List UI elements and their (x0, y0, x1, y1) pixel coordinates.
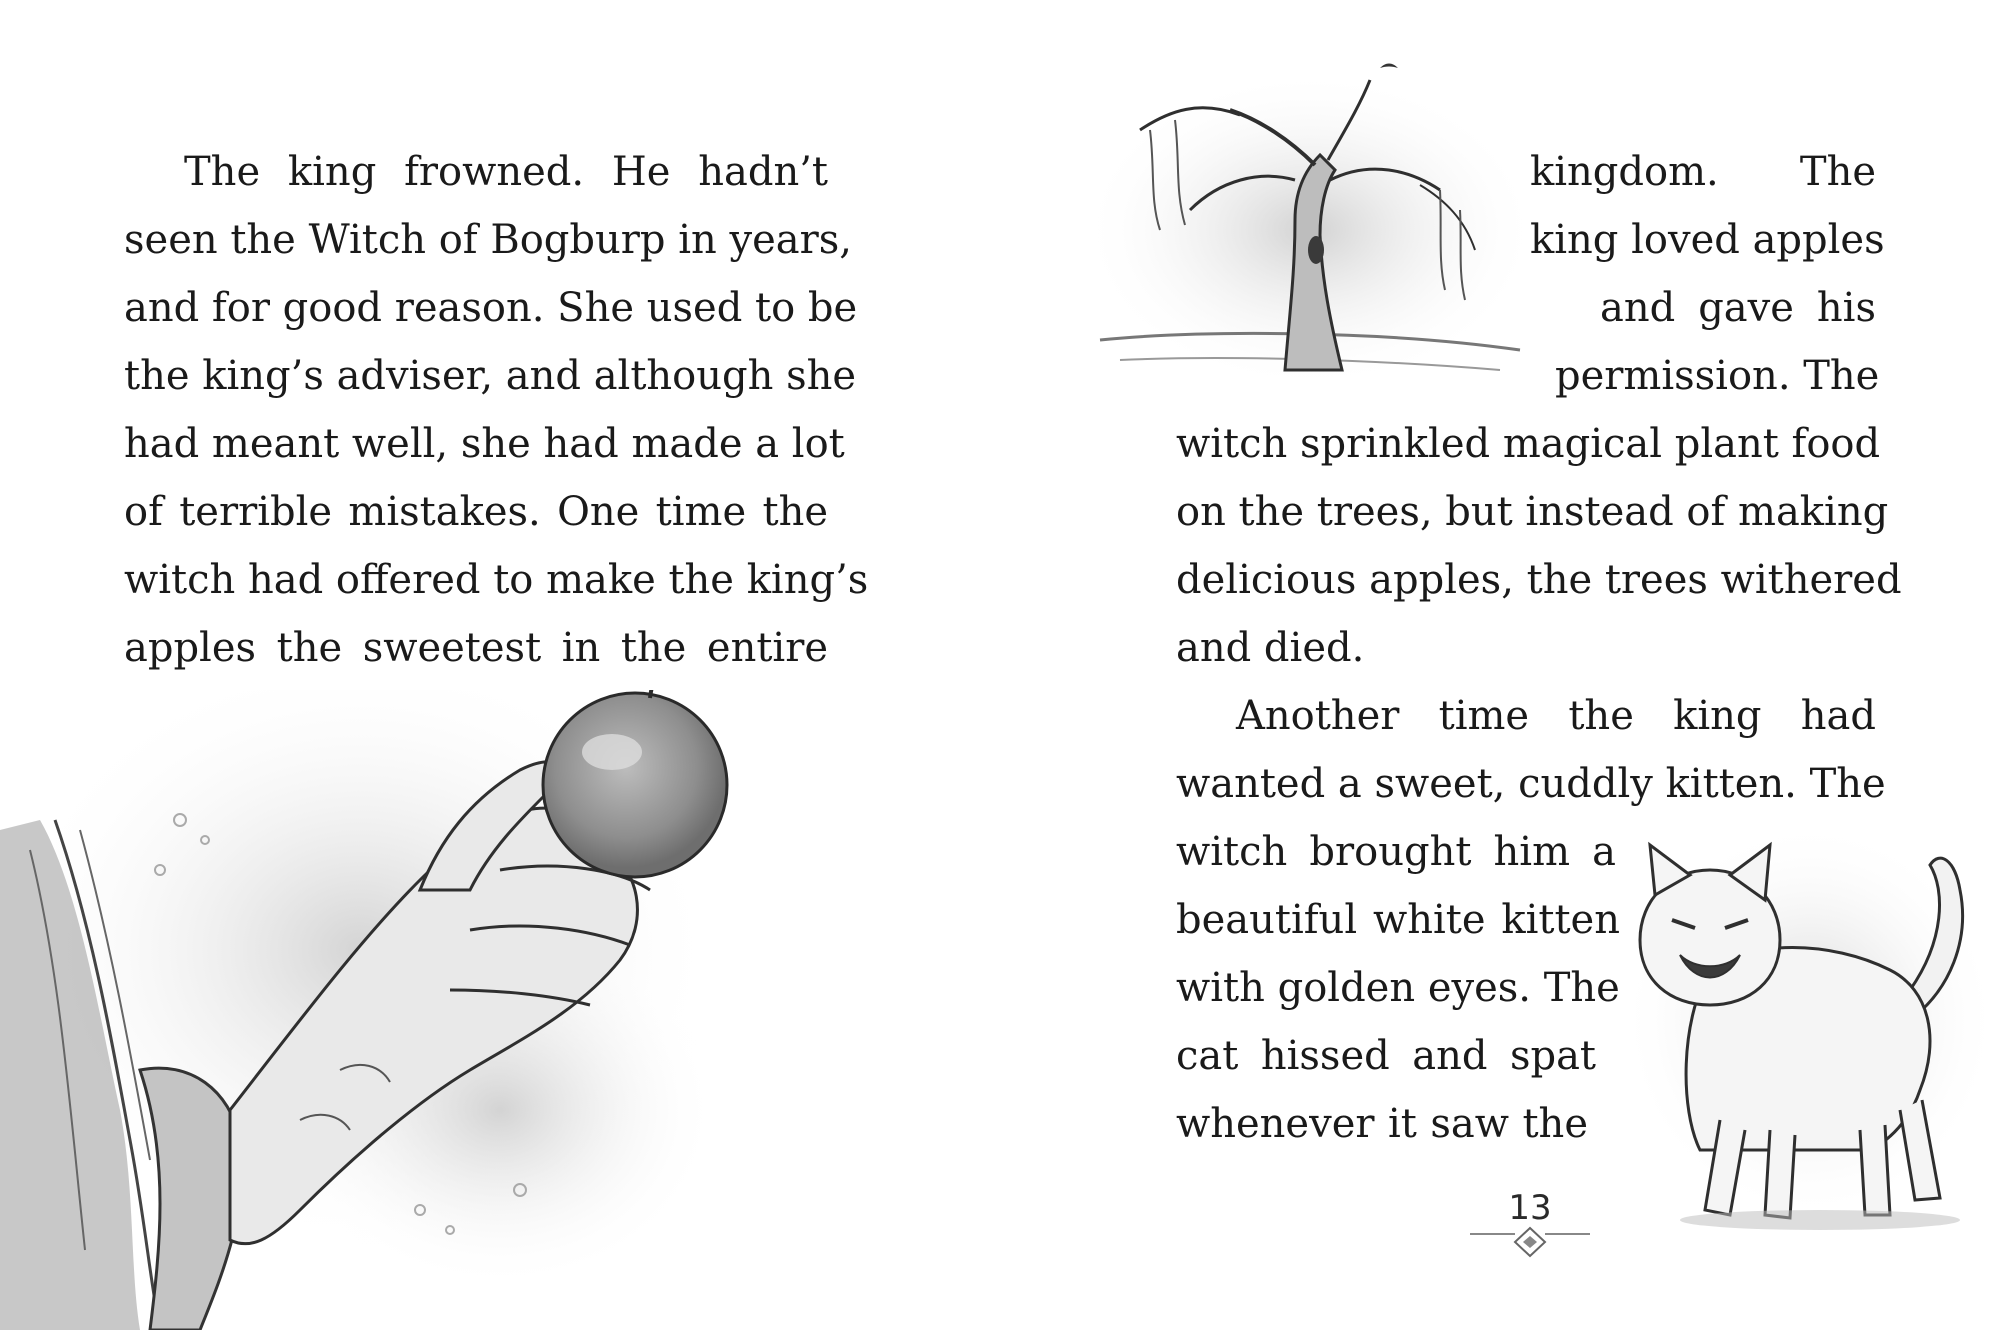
folio-ornament-icon (1465, 1226, 1595, 1266)
page-number: 13 (1508, 1188, 1552, 1228)
text-line: delicious apples, the trees withered (1176, 557, 1902, 603)
withered-tree-illustration (1080, 60, 1540, 400)
text-line: permission. The (1555, 353, 1880, 399)
text-line: wanted a sweet, cuddly kitten. The (1176, 761, 1886, 807)
text-line: cat hissed and spat (1176, 1033, 1596, 1079)
text-line: and gave his (1600, 285, 1876, 331)
right-page-wrap-tree-3 (1600, 274, 1876, 342)
right-page-wrap-tree (1530, 138, 1876, 206)
text-line: and died. (1176, 625, 1365, 671)
text-line: Another time the king had (1236, 693, 1876, 739)
text-line: seen the Witch of Bogburp in years, (124, 217, 852, 263)
right-page-paragraph-1 (1176, 410, 1902, 682)
right-page-wrap-tree-2 (1530, 206, 1885, 274)
text-line: The king frowned. He hadn’t (184, 149, 828, 195)
left-page-paragraph (124, 138, 869, 682)
right-page-wrap-cat (1176, 818, 1620, 1158)
text-line: apples the sweetest in the entire (124, 625, 828, 671)
right-page-paragraph-2 (1176, 682, 1886, 818)
right-page-wrap-tree-4 (1555, 342, 1880, 410)
hand-holding-apple-illustration (0, 690, 760, 1330)
text-line: on the trees, but instead of making (1176, 489, 1889, 535)
text-line: the king’s adviser, and although she (124, 353, 857, 399)
text-line: had meant well, she had made a lot (124, 421, 845, 467)
text-line: witch had offered to make the king’s (124, 557, 869, 603)
text-line: king loved apples (1530, 217, 1885, 263)
text-line: kingdom. The (1530, 149, 1876, 195)
text-line: with golden eyes. The (1176, 965, 1620, 1011)
text-line: witch brought him a (1176, 829, 1616, 875)
text-line: witch sprinkled magical plant food (1176, 421, 1881, 467)
text-line: and for good reason. She used to be (124, 285, 858, 331)
hissing-cat-illustration (1610, 820, 2000, 1240)
text-line: of terrible mistakes. One time the (124, 489, 828, 535)
text-line: whenever it saw the (1176, 1101, 1588, 1147)
text-line: beautiful white kitten (1176, 897, 1620, 943)
